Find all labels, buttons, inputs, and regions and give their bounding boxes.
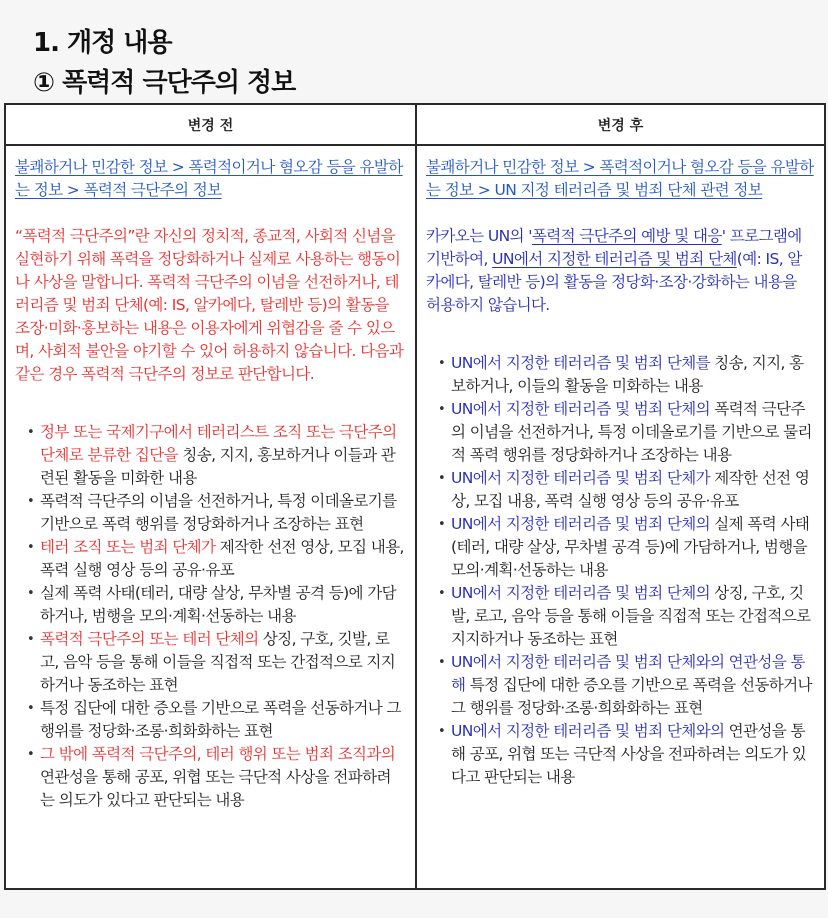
list-item <box>438 467 814 513</box>
list-item <box>27 421 405 490</box>
list-item <box>438 352 814 398</box>
bullet-text: 실제 폭력 사태(테러, 대량 살상, 무차별 공격 등)에 가담하거나, 범행을 모의·계획·선동하는 내용 <box>451 515 810 579</box>
bullet-highlight: UN에서 지정한 테러리즘 및 범죄 단체와의 연관성을 통해 <box>451 653 805 694</box>
list-item <box>438 651 814 720</box>
before-cell <box>6 146 417 888</box>
list-item <box>27 743 405 812</box>
bullet-text: 폭력적 극단주의 이념을 선전하거나, 특정 이데올로기를 기반으로 폭력 행위를 정당화하거나 조장하는 표현 <box>40 492 397 533</box>
definition-text: (예: IS, 알카에다, 탈레반 등)의 활동을 정당화·조장·강화하는 내용을 허용하지 않습니다. <box>426 250 802 314</box>
bullet-highlight: 테러 조직 또는 범죄 단체가 <box>40 538 216 556</box>
bullet-text: 상징, 구호, 깃발, 로고, 음악 등을 통해 이들을 직접적 또는 간접적으로 지지하거나 동조하는 표현 <box>451 584 811 648</box>
bullet-highlight: UN에서 지정한 테러리즘 및 범죄 단체를 <box>451 354 710 372</box>
list-item <box>27 536 405 582</box>
bullet-highlight: 정부 또는 국제기구에서 테러리스트 조직 또는 극단주의 단체로 분류한 집단을 <box>40 423 397 464</box>
bullet-text: 연관성을 통해 공포, 위협 또는 극단적 사상을 전파하려는 의도가 있다고 판단되는 내용 <box>451 722 807 786</box>
list-item <box>27 628 405 697</box>
bullet-text: 폭력적 극단주의 이념을 선전하거나, 특정 이데올로기를 기반으로 물리적 폭력 행위를 정당화하거나 조장하는 내용 <box>451 400 812 464</box>
bullet-text: 제작한 선전 영상, 모집 내용, 폭력 실행 영상 등의 공유·유포 <box>40 538 404 579</box>
definition-text: ' 프로그램에 기반하여, <box>426 227 802 268</box>
header-after: 변경 후 <box>417 105 824 146</box>
bullet-highlight: 폭력적 극단주의 또는 테러 단체의 <box>40 630 259 648</box>
bullet-highlight: UN에서 지정한 테러리즘 및 범죄 단체의 <box>451 400 710 418</box>
definition-text: 카카오는 UN의 ' <box>426 227 532 245</box>
bullet-text: 특정 집단에 대한 증오를 기반으로 폭력을 선동하거나 그 행위를 정당화·조롱·희화화하는 표현 <box>451 676 812 717</box>
after-definition <box>426 225 814 317</box>
bullet-highlight: UN에서 지정한 테러리즘 및 범죄 단체와의 <box>451 722 725 740</box>
after-bullet-list <box>426 352 814 789</box>
after-breadcrumb-link[interactable]: 불쾌하거나 민감한 정보 > 폭력적이거나 혐오감 등을 유발하는 정보 > UN 지정 테러리즘 및 범죄 단체 관련 정보 <box>426 158 814 199</box>
bullet-highlight: UN에서 지정한 테러리즘 및 범죄 단체의 <box>451 515 710 533</box>
un-designated-groups-link[interactable]: UN에서 지정한 테러리즘 및 범죄 단체 <box>492 250 737 268</box>
bullet-highlight: UN에서 지정한 테러리즘 및 범죄 단체의 <box>451 584 710 602</box>
bullet-text: 실제 폭력 사태(테러, 대량 살상, 무차별 공격 등)에 가담하거나, 범행을 모의·계획·선동하는 내용 <box>40 584 396 625</box>
bullet-text: 칭송, 지지, 홍보하거나, 이들의 활동을 미화하는 내용 <box>451 354 804 395</box>
before-bullet-list <box>15 421 405 812</box>
header-before: 변경 전 <box>6 105 417 146</box>
after-cell <box>417 146 824 888</box>
list-item <box>438 398 814 467</box>
comparison-table <box>4 103 826 890</box>
list-item <box>438 513 814 582</box>
section-title: 1. 개정 내용 <box>33 28 172 58</box>
bullet-text: 연관성을 통해 공포, 위협 또는 극단적 사상을 전파하려는 의도가 있다고 판단되는 내용 <box>40 768 391 809</box>
list-item <box>438 720 814 789</box>
bullet-highlight: 그 밖에 폭력적 극단주의, 테러 행위 또는 범죄 조직과의 <box>40 745 396 763</box>
bullet-highlight: UN에서 지정한 테러리즘 및 범죄 단체가 <box>451 469 710 487</box>
list-item <box>438 582 814 651</box>
bullet-text: 상징, 구호, 깃발, 로고, 음악 등을 통해 이들을 직접적 또는 간접적으로 지지하거나 동조하는 표현 <box>40 630 396 694</box>
before-breadcrumb-link[interactable]: 불쾌하거나 민감한 정보 > 폭력적이거나 혐오감 등을 유발하는 정보 > 폭력적 극단주의 정보 <box>15 158 403 199</box>
list-item <box>27 582 405 628</box>
bullet-text: 특정 집단에 대한 증오를 기반으로 폭력을 선동하거나 그 행위를 정당화·조롱·희화화하는 표현 <box>40 699 401 740</box>
subsection-title: ① 폭력적 극단주의 정보 <box>33 68 296 98</box>
program-link[interactable]: 폭력적 극단주의 예방 및 대응 <box>531 227 722 245</box>
list-item <box>27 697 405 743</box>
list-item <box>27 490 405 536</box>
bullet-text: 제작한 선전 영상, 모집 내용, 폭력 실행 영상 등의 공유·유포 <box>451 469 810 510</box>
bullet-text: 칭송, 지지, 홍보하거나 이들과 관련된 활동을 미화한 내용 <box>40 446 396 487</box>
before-definition: “폭력적 극단주의”란 자신의 정치적, 종교적, 사회적 신념을 실현하기 위해 폭력을 정당화하거나 실제로 사용하는 행동이나 사상을 말합니다. 폭력적 극단주의 이념을 선전하거나, 테러리즘 및 범죄 단체(예: IS, 알카에다, 탈레반 등)의 활동을 조장·미화·홍보하는 내용은 이용자에게 위협감을 줄 수 있으며, 사회적 불안을 야기할 수 있어 허용하지 않습니다. 다음과 같은 경우 폭력적 극단주의 정보로 판단합니다. <box>15 227 404 383</box>
